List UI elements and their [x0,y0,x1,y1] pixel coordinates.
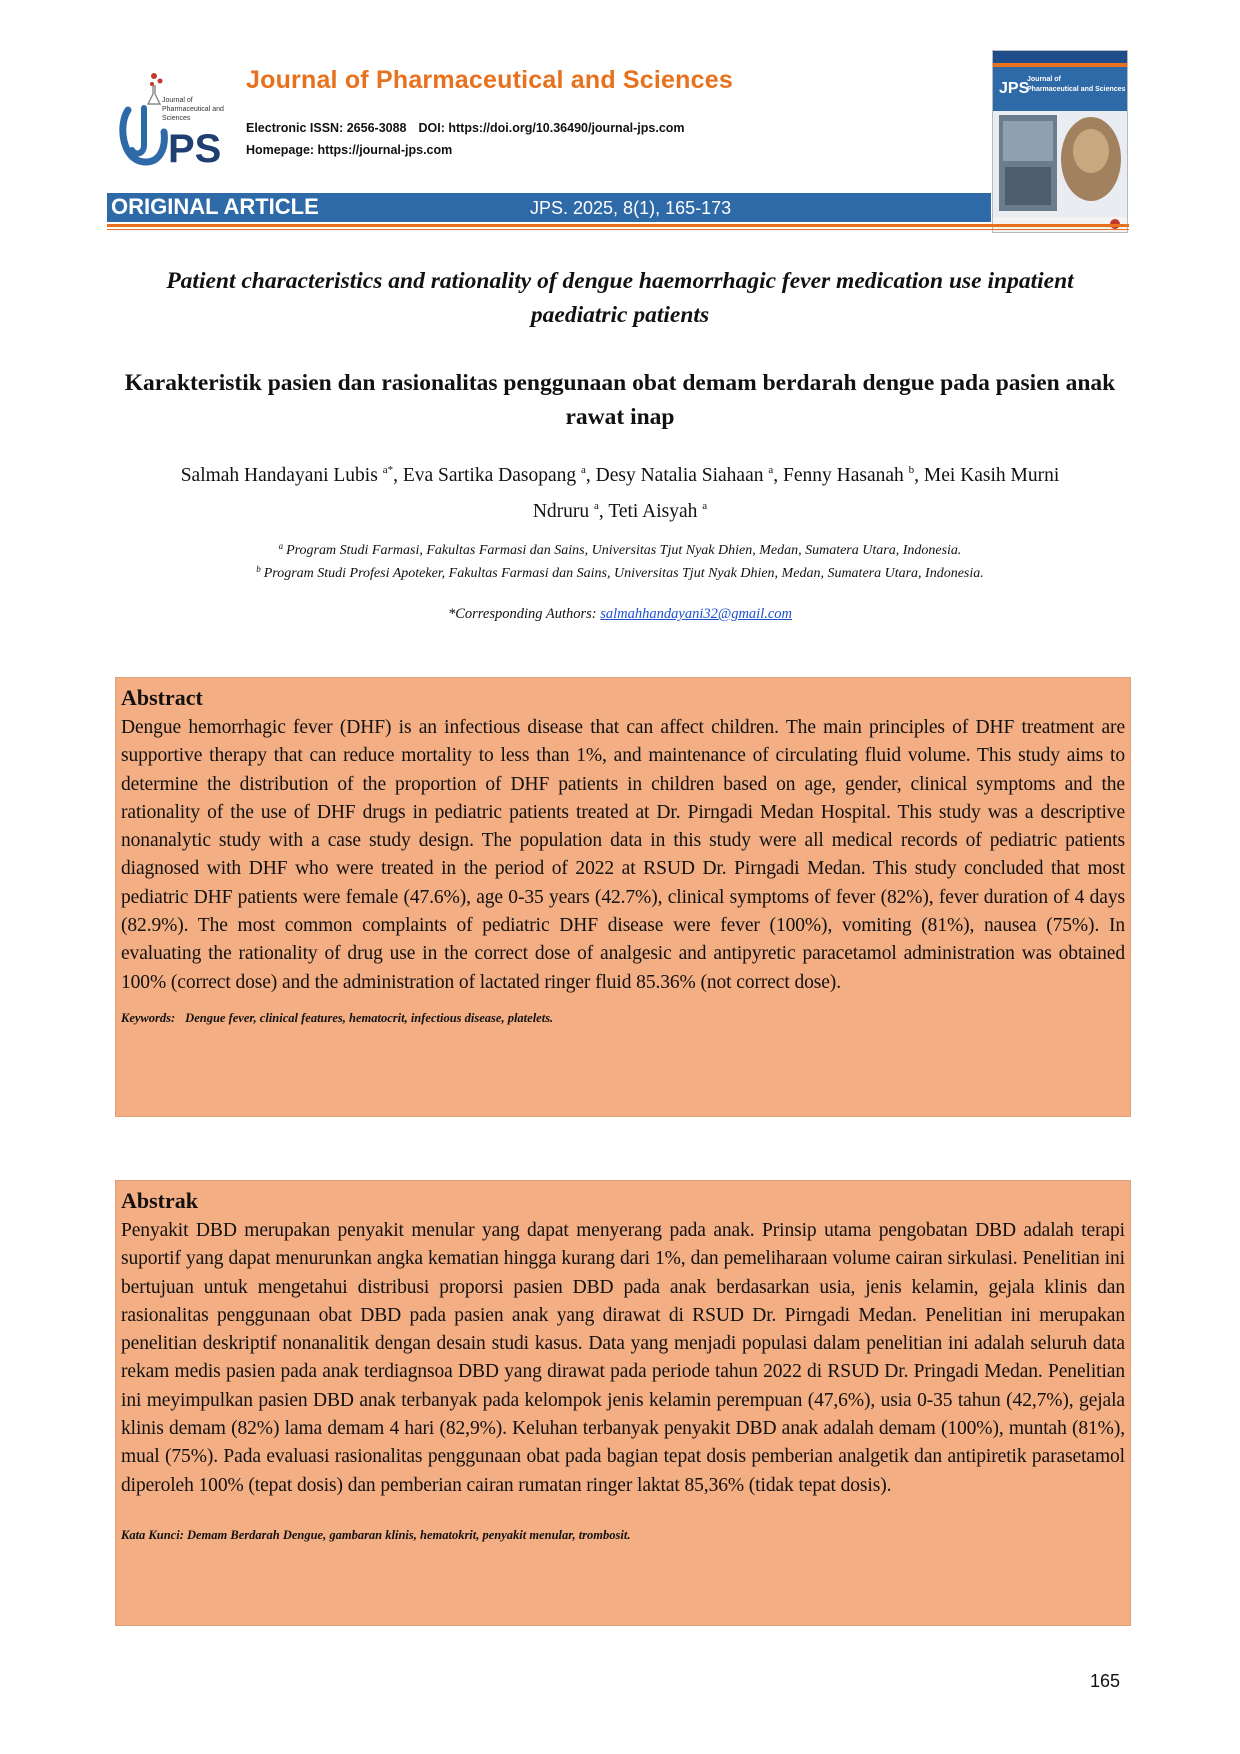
corresponding-label: *Corresponding Authors: [447,606,601,622]
author: Eva Sartika Dasopang [402,465,577,486]
journal-logo [116,70,226,170]
banner-rule [107,224,1129,227]
author-affiliation-mark: a [594,500,599,512]
abstract-body: Dengue hemorrhagic fever (DHF) is an infectious disease that can affect children. The main principles of DHF treatment are supportive therapy that can reduce mortality to less than 1%, and maintenance of circulating fluid volume. This study aims to determine the distribution of the proportion of DHF patients in children based on age, gender, clinical symptoms and the rationality of the use of DHF drugs in pediatric patients treated at Dr. Pirngadi Medan Hospital. This study was a descriptive nonanalytic study with a case study design. The population data in this study were all medical records of pediatric patients diagnosed with DHF who were treated in the period of 2022 at RSUD Dr. Pirngadi Medan. This study concluded that most pediatric DHF patients were female (47.6%), age 0-35 years (42.7%), clinical symptoms of fever (82%), fever duration of 4 days (82.9%). The most common complaints of pediatric DHF disease were fever (100%), vomiting (81%), nausea (75%). In evaluating the rationality of drug use in the correct dose of analgesic and antipyretic paracetamol administration was obtained 100% (correct dose) and the administration of lactated ringer fluid 85.36% (not correct dose). [121,717,1125,993]
title-indonesian: Karakteristik pasien dan rasionalitas penggunaan obat demam berdarah dengue pada pasien anak rawat inap [124,370,1116,430]
abstract-heading: Abstract [121,685,203,710]
issn: Electronic ISSN: 2656-3088 [246,121,407,135]
author: Desy Natalia Siahaan [595,465,764,486]
corresponding-email-link[interactable]: salmahhandayani32@gmail.com [600,606,793,622]
title-english: Patient characteristics and rationality of dengue haemorrhagic fever medication use inpatient paediatric patients [166,268,1074,328]
affiliation-mark: b [256,564,261,574]
author-affiliation-mark: a [581,464,586,476]
homepage[interactable]: Homepage: https://journal-jps.com [246,143,453,157]
keywords [121,1011,1125,1026]
article-citation: JPS. 2025, 8(1), 165-173 [530,198,732,218]
author: Salmah Handayani Lubis [180,465,378,486]
svg-text:Sciences: Sciences [162,115,191,122]
abstract-english-box [115,677,1131,1117]
abstrak-body: Penyakit DBD merupakan penyakit menular yang dapat menyerang pada anak. Prinsip utama pengobatan DBD adalah terapi suportif yang dapat menurunkan angka kematian hingga kurang dari 1%, dan pemeliharaan volume cairan sirkulasi. Penelitian ini bertujuan untuk mengetahui distribusi proporsi pasien DBD pada anak berdasarkan usia, jenis kelamin, gejala klinis dan rasionalitas penggunaan obat DBD pada pasien anak yang dirawat di RSUD Dr. Pirngadi Medan. Penelitian ini merupakan penelitian deskriptif nonanalitik dengan desain studi kasus. Data yang menjadi populasi dalam penelitian ini adalah seluruh data rekam medis pasien pada anak terdiagnsoa DBD yang dirawat pada periode tahun 2022 di RSUD Dr. Pringadi Medan. Penelitian ini meyimpulkan pasien DBD anak terbanyak pada kelompok jenis kelamin perempuan (47,6%), usia 0-35 tahun (42,7%), gejala klinis demam (82%) lama demam 4 hari (82,9%). Keluhan terbanyak penyakit DBD anak adalah demam (100%), muntah (81%), mual (75%). Pada evaluasi rasionalitas penggunaan obat pada bagian tepat dosis pemberian analgetik dan antipiretik parasetamol diperoleh 100% (tepat dosis) dan pemberian cairan rumatan ringer laktat 85,36% (tidak tepat dosis). [121,1220,1125,1496]
author: Mei Kasih Murni Ndruru [532,465,1060,522]
author-affiliation-mark: a [702,500,708,512]
journal-title: Journal of Pharmaceutical and Sciences [246,66,733,94]
issn-doi-line [246,121,685,135]
author-affiliation-mark: b [908,464,915,476]
svg-text:Pharmaceutical and: Pharmaceutical and [162,106,224,113]
affiliation-a [120,541,1120,559]
keywords-text: Dengue fever, clinical features, hematocrit, infectious disease, platelets. [185,1010,554,1025]
article-type: ORIGINAL ARTICLE [111,194,319,219]
author: Teti Aisyah [608,501,698,522]
svg-text:JPS: JPS [999,80,1030,97]
kata-kunci: Kata Kunci: Demam Berdarah Dengue, gambaran klinis, hematokrit, penyakit menular, trombosit. [121,1527,631,1542]
affiliation-text: Program Studi Profesi Apoteker, Fakultas Farmasi dan Sains, Universitas Tjut Nyak Dhien, Medan, Sumatera Utara, Indonesia. [263,566,984,581]
author-affiliation-mark: a [768,464,774,476]
svg-text:PS: PS [168,127,222,170]
corresponding-author [120,606,1120,623]
affiliation-b [120,564,1120,582]
abstract-indonesian-box [115,1180,1131,1626]
author-list: Salmah Handayani Lubis $^{a*}$, Eva Sartika Dasopang $^a$, Desy Natalia Siahaan $^a$, Fenny Hasanah $^b$, Mei Kasih Murni Ndruru $^a$, Teti Aisyah $^a$ [180,464,1060,522]
abstrak-heading: Abstrak [121,1188,199,1213]
page-number: 165 [1090,1671,1121,1691]
doi[interactable]: DOI: https://doi.org/10.36490/journal-jps.com [418,121,685,135]
svg-text:Journal of: Journal of [1027,76,1061,83]
svg-text:Pharmaceutical and Sciences: Pharmaceutical and Sciences [1027,86,1126,93]
svg-text:Journal of: Journal of [162,97,193,104]
banner-rule-thin [107,229,1129,230]
author-affiliation-mark: a* [382,464,394,476]
affiliation-text: Program Studi Farmasi, Fakultas Farmasi dan Sains, Universitas Tjut Nyak Dhien, Medan, Sumatera Utara, Indonesia. [286,543,962,558]
journal-cover-thumbnail [992,50,1128,233]
author: Fenny Hasanah [783,465,904,486]
keywords-label: Keywords: [121,1010,176,1025]
affiliation-mark: a [278,541,284,551]
